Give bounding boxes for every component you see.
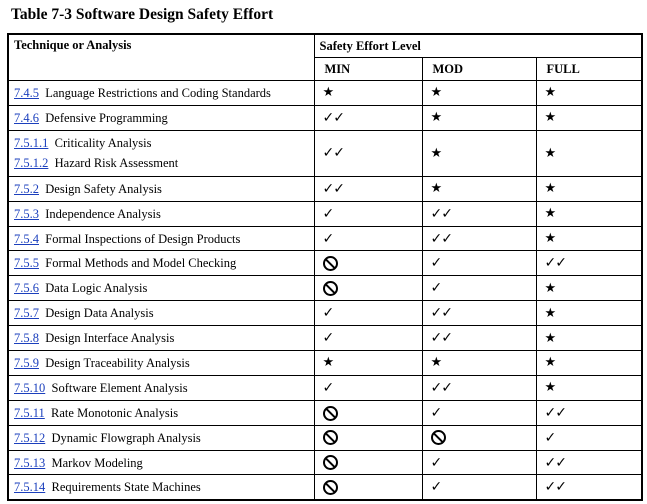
- technique-label: Formal Methods and Model Checking: [45, 256, 237, 271]
- technique-entry: [14, 328, 314, 348]
- technique-cell: [8, 301, 314, 326]
- section-ref-link[interactable]: 7.5.10: [14, 380, 46, 395]
- star-icon: ★: [544, 380, 557, 396]
- star-icon: ★: [544, 181, 557, 197]
- min-cell: [314, 450, 422, 475]
- prohibited-icon: [323, 430, 338, 445]
- check-icon: ✓: [322, 379, 334, 396]
- technique-label: Design Interface Analysis: [45, 331, 175, 346]
- full-cell: [536, 81, 642, 106]
- star-icon: ★: [544, 305, 557, 321]
- full-cell: [536, 425, 642, 450]
- section-ref-link[interactable]: 7.5.11: [14, 405, 45, 420]
- full-cell: [536, 400, 642, 425]
- section-ref-link[interactable]: 7.5.3: [14, 206, 39, 221]
- technique-label: Design Traceability Analysis: [45, 355, 190, 370]
- table-row: [8, 276, 642, 301]
- full-cell: [536, 276, 642, 301]
- table-row: [8, 375, 642, 400]
- technique-label: Markov Modeling: [51, 455, 143, 470]
- technique-entry: [14, 378, 314, 398]
- technique-header: [8, 34, 314, 81]
- mod-cell: [422, 301, 536, 326]
- table-row: [8, 450, 642, 475]
- table-row: [8, 226, 642, 251]
- star-icon: ★: [430, 85, 443, 101]
- double-check-icon: ✓✓: [322, 109, 344, 126]
- min-cell: [314, 351, 422, 376]
- technique-entry: [14, 204, 314, 224]
- min-cell: [314, 130, 422, 176]
- full-cell: [536, 176, 642, 201]
- technique-cell: [8, 176, 314, 201]
- safety-effort-table: [7, 33, 643, 501]
- technique-label: Design Data Analysis: [45, 306, 154, 321]
- check-icon: ✓: [430, 454, 442, 471]
- double-check-icon: ✓✓: [430, 230, 452, 247]
- min-cell: [314, 251, 422, 276]
- min-header: MIN: [314, 58, 422, 81]
- double-check-icon: ✓✓: [322, 145, 344, 162]
- prohibited-icon: [431, 430, 446, 445]
- check-icon: ✓: [322, 305, 334, 322]
- mod-cell: [422, 105, 536, 130]
- mod-cell: [422, 425, 536, 450]
- technique-entry: [14, 229, 314, 249]
- section-ref-link[interactable]: 7.4.5: [14, 85, 39, 100]
- technique-entry: [14, 83, 314, 103]
- section-ref-link[interactable]: 7.5.9: [14, 355, 39, 370]
- prohibited-icon: [323, 455, 338, 470]
- mod-cell: [422, 226, 536, 251]
- technique-entry: [14, 108, 314, 128]
- mod-cell: [422, 475, 536, 500]
- mod-cell: [422, 400, 536, 425]
- prohibited-slash: [433, 433, 444, 444]
- double-check-icon: ✓✓: [430, 379, 452, 396]
- table-row: [8, 425, 642, 450]
- check-icon: ✓: [322, 230, 334, 247]
- star-icon: ★: [544, 206, 557, 222]
- section-ref-link[interactable]: 7.5.8: [14, 331, 39, 346]
- mod-cell: [422, 251, 536, 276]
- mod-cell: [422, 130, 536, 176]
- technique-label: Requirements State Machines: [51, 480, 201, 495]
- mod-cell: [422, 276, 536, 301]
- prohibited-slash: [325, 458, 336, 469]
- mod-cell: [422, 326, 536, 351]
- prohibited-icon: [323, 406, 338, 421]
- technique-cell: [8, 105, 314, 130]
- check-icon: ✓: [322, 205, 334, 222]
- technique-label: Hazard Risk Assessment: [54, 156, 179, 171]
- star-icon: ★: [544, 110, 557, 126]
- prohibited-icon: [323, 281, 338, 296]
- check-icon: ✓: [430, 280, 442, 297]
- full-cell: [536, 226, 642, 251]
- prohibited-icon: [323, 256, 338, 271]
- technique-header-label: Technique or Analysis: [14, 38, 132, 52]
- double-check-icon: ✓✓: [430, 305, 452, 322]
- double-check-icon: ✓✓: [544, 454, 566, 471]
- technique-entry: [14, 278, 314, 298]
- min-cell: [314, 400, 422, 425]
- technique-label: Dynamic Flowgraph Analysis: [51, 430, 201, 445]
- check-icon: ✓: [322, 330, 334, 347]
- technique-label: Criticality Analysis: [54, 136, 152, 151]
- prohibited-icon: [323, 480, 338, 495]
- technique-entry: [14, 303, 314, 323]
- technique-cell: [8, 425, 314, 450]
- prohibited-slash: [325, 258, 336, 269]
- full-cell: [536, 105, 642, 130]
- check-icon: ✓: [430, 404, 442, 421]
- min-cell: [314, 375, 422, 400]
- star-icon: ★: [430, 181, 443, 197]
- star-icon: ★: [430, 355, 443, 371]
- technique-label: Software Element Analysis: [51, 380, 188, 395]
- double-check-icon: ✓✓: [430, 330, 452, 347]
- technique-entry: [14, 133, 314, 153]
- double-check-icon: ✓✓: [544, 479, 566, 496]
- min-cell: [314, 301, 422, 326]
- double-check-icon: ✓✓: [430, 205, 452, 222]
- star-icon: ★: [322, 85, 335, 101]
- technique-label: Language Restrictions and Coding Standards: [45, 85, 271, 100]
- star-icon: ★: [544, 355, 557, 371]
- technique-cell: [8, 226, 314, 251]
- table-row: [8, 81, 642, 106]
- min-cell: [314, 176, 422, 201]
- check-icon: ✓: [430, 255, 442, 272]
- section-ref-link[interactable]: 7.5.5: [14, 256, 39, 271]
- technique-cell: [8, 351, 314, 376]
- full-cell: [536, 130, 642, 176]
- min-cell: [314, 276, 422, 301]
- technique-cell: [8, 201, 314, 226]
- table-row: [8, 251, 642, 276]
- technique-entry: [14, 453, 314, 473]
- star-icon: ★: [322, 355, 335, 371]
- mod-cell: [422, 81, 536, 106]
- effort-header-label: Safety Effort Level: [319, 38, 421, 53]
- full-cell: [536, 375, 642, 400]
- technique-label: Data Logic Analysis: [45, 281, 148, 296]
- technique-label: Independence Analysis: [45, 206, 161, 221]
- table-row: [8, 326, 642, 351]
- technique-label: Formal Inspections of Design Products: [45, 231, 241, 246]
- full-cell: [536, 201, 642, 226]
- full-cell: [536, 301, 642, 326]
- technique-entry: [14, 153, 314, 173]
- mod-cell: [422, 351, 536, 376]
- section-ref-link[interactable]: 7.5.12: [14, 430, 46, 445]
- effort-header: [314, 34, 642, 58]
- mod-header: MOD: [422, 58, 536, 81]
- technique-label: Defensive Programming: [45, 110, 168, 125]
- full-cell: [536, 450, 642, 475]
- technique-cell: [8, 130, 314, 176]
- min-cell: [314, 226, 422, 251]
- technique-entry: [14, 253, 314, 273]
- section-ref-link[interactable]: 7.5.2: [14, 181, 39, 196]
- technique-entry: [14, 403, 314, 423]
- star-icon: ★: [430, 110, 443, 126]
- star-icon: ★: [544, 330, 557, 346]
- technique-entry: [14, 428, 314, 448]
- check-icon: ✓: [544, 429, 556, 446]
- technique-entry: [14, 179, 314, 199]
- double-check-icon: ✓✓: [544, 404, 566, 421]
- section-ref-link[interactable]: 7.4.6: [14, 110, 39, 125]
- min-cell: [314, 475, 422, 500]
- star-icon: ★: [544, 85, 557, 101]
- min-cell: [314, 105, 422, 130]
- technique-cell: [8, 400, 314, 425]
- min-cell: [314, 81, 422, 106]
- technique-cell: [8, 81, 314, 106]
- full-header: FULL: [536, 58, 642, 81]
- table-row: [8, 351, 642, 376]
- table-row: [8, 400, 642, 425]
- double-check-icon: ✓✓: [322, 180, 344, 197]
- section-ref-link[interactable]: 7.5.7: [14, 306, 39, 321]
- prohibited-slash: [325, 482, 336, 493]
- prohibited-slash: [325, 283, 336, 294]
- star-icon: ★: [544, 145, 557, 161]
- section-ref-link[interactable]: 7.5.1.2: [14, 156, 49, 171]
- table-title: Table 7-3 Software Design Safety Effort: [11, 6, 274, 23]
- section-ref-link[interactable]: 7.5.4: [14, 231, 39, 246]
- section-ref-link[interactable]: 7.5.6: [14, 281, 39, 296]
- star-icon: ★: [430, 145, 443, 161]
- section-ref-link[interactable]: 7.5.1.1: [14, 136, 49, 151]
- technique-cell: [8, 326, 314, 351]
- full-cell: [536, 251, 642, 276]
- min-cell: [314, 326, 422, 351]
- technique-cell: [8, 276, 314, 301]
- star-icon: ★: [544, 231, 557, 246]
- mod-cell: [422, 450, 536, 475]
- mod-cell: [422, 176, 536, 201]
- technique-entry: [14, 353, 314, 373]
- table-row: [8, 475, 642, 500]
- technique-entry: [14, 477, 314, 497]
- full-cell: [536, 326, 642, 351]
- min-cell: [314, 425, 422, 450]
- table-row: [8, 130, 642, 176]
- technique-label: Design Safety Analysis: [45, 181, 162, 196]
- technique-label: Rate Monotonic Analysis: [51, 405, 179, 420]
- table-row: [8, 201, 642, 226]
- table-row: [8, 176, 642, 201]
- mod-cell: [422, 201, 536, 226]
- table-row: [8, 301, 642, 326]
- star-icon: ★: [544, 280, 557, 296]
- min-cell: [314, 201, 422, 226]
- full-cell: [536, 351, 642, 376]
- technique-cell: [8, 251, 314, 276]
- table-row: [8, 105, 642, 130]
- prohibited-slash: [325, 408, 336, 419]
- double-check-icon: ✓✓: [544, 255, 566, 272]
- full-cell: [536, 475, 642, 500]
- check-icon: ✓: [430, 479, 442, 496]
- technique-cell: [8, 375, 314, 400]
- mod-cell: [422, 375, 536, 400]
- technique-cell: [8, 450, 314, 475]
- section-ref-link[interactable]: 7.5.14: [14, 480, 46, 495]
- prohibited-slash: [325, 433, 336, 444]
- section-ref-link[interactable]: 7.5.13: [14, 455, 46, 470]
- technique-cell: [8, 475, 314, 500]
